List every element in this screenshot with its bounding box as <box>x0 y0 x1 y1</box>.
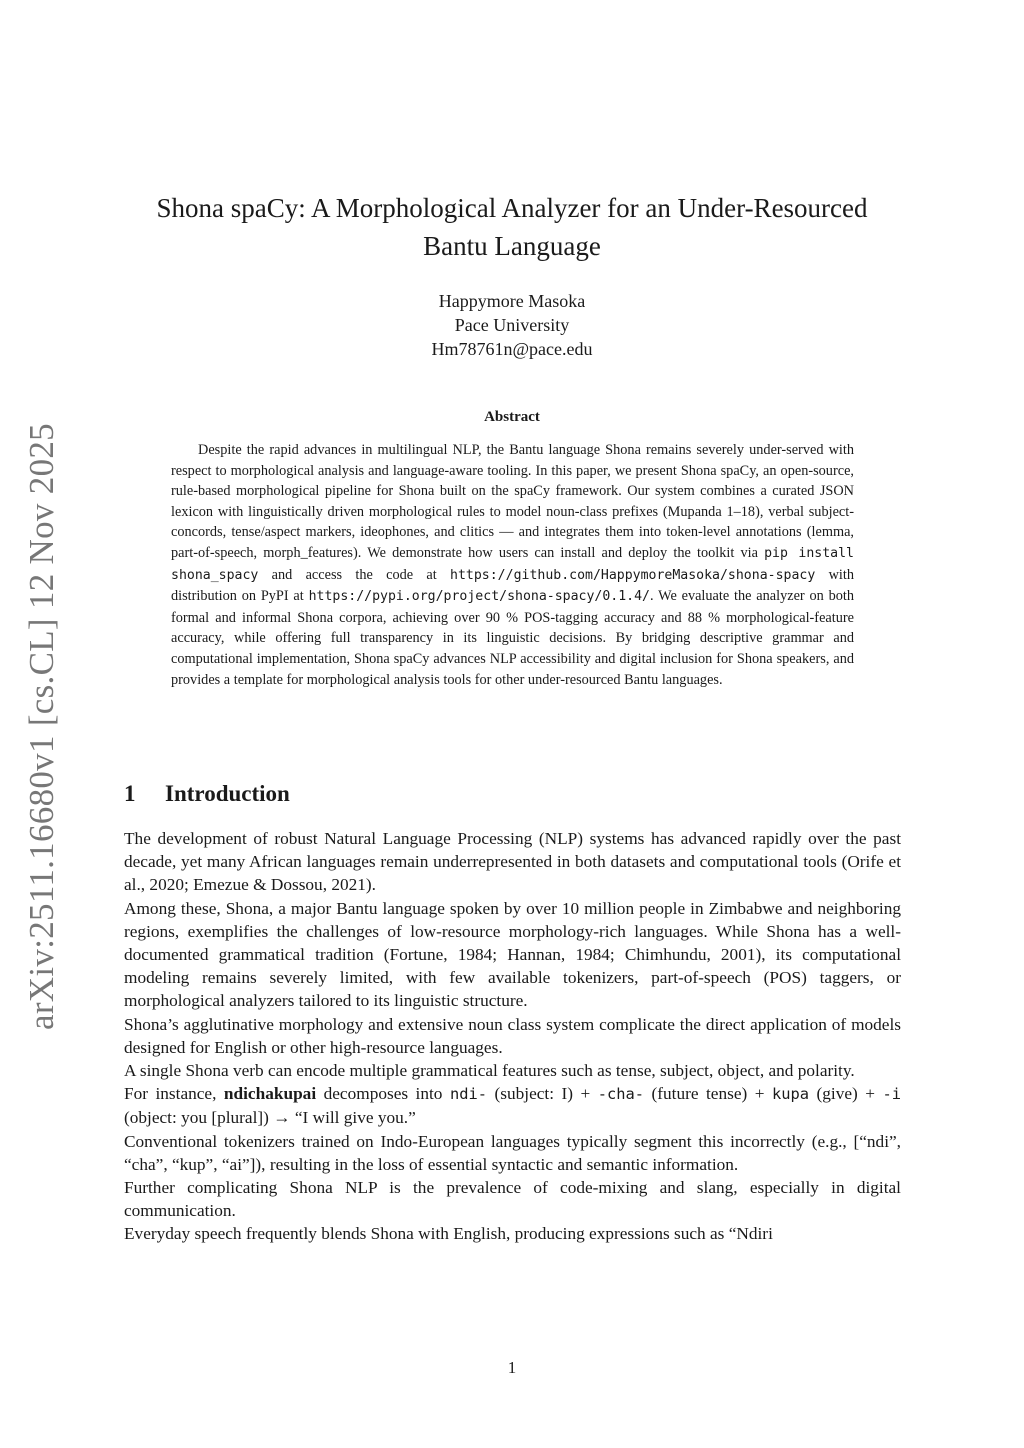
intro-paragraph-1: The development of robust Natural Language Processing (NLP) systems has advanced rapidly over the past decade, yet many African languages remain underrepresented in both datasets and computational tools (Orife et al., 2020; Emezue & Dossou, 2021). <box>124 829 901 895</box>
abstract-text-1: Despite the rapid advances in multilingual NLP, the Bantu language Shona remains severely under-served with respect to morphological analysis and language-aware tooling. In this paper, we present Shona spaCy, an open-source, rule-based morphological pipeline for Shona built on the spaCy framework. Our system combines a curated JSON lexicon with linguistically driven morphological rules to model noun-class prefixes (Mupanda 1–18), verbal subject-concords, tense/aspect markers, ideophones, and clitics — and integrates them into token-level annotations (lemma, part-of-speech, morph_features). We demonstrate how users can install and deploy the toolkit via <box>171 442 854 561</box>
morpheme-kupa: kupa <box>771 1085 810 1104</box>
title-line-1: Shona spaCy: A Morphological Analyzer for an Under-Resourced <box>156 193 868 223</box>
p5-text-1: For instance, <box>124 1084 217 1104</box>
p5-text-3: (subject: I) + <box>494 1084 591 1104</box>
arxiv-side-stamp: arXiv:2511.16680v1 [cs.CL] 12 Nov 2025 <box>22 423 61 1030</box>
abstract-paragraph <box>171 440 854 690</box>
introduction-body <box>124 827 901 1246</box>
intro-paragraph-4: A single Shona verb can encode multiple grammatical features such as tense, subject, object, and polarity. <box>124 1061 855 1081</box>
example-word: ndichakupai <box>223 1084 317 1104</box>
paper-title <box>110 189 914 265</box>
pypi-url[interactable]: https://pypi.org/project/shona-spacy/0.1.4/ <box>308 589 650 605</box>
abstract-text-4: . We evaluate the analyzer on both formal and informal Shona corpora, achieving over 90 % POS-tagging accuracy and 88 % morphological-feature accuracy, while offering full transparency in its linguistic decisions. By bridging descriptive grammar and computational implementation, Shona spaCy advances NLP accessibility and digital inclusion for Shona speakers, and provides a template for morphological analysis tools for other under-resourced Bantu languages. <box>171 588 855 688</box>
page-number: 1 <box>507 1358 517 1377</box>
section-number: 1 <box>124 781 136 806</box>
p5-text-4: (future tense) + <box>651 1084 765 1104</box>
install-command: pip install shona_spacy <box>171 545 854 583</box>
author-affiliation: Pace University <box>454 315 570 335</box>
abstract-body <box>171 440 854 690</box>
abstract-heading: Abstract <box>484 409 540 425</box>
intro-paragraph-3: Shona’s agglutinative morphology and extensive noun class system complicate the direct application of models designed for English or other high-resource languages. <box>124 1014 901 1057</box>
title-line-2: Bantu Language <box>423 231 601 261</box>
author-email: Hm78761n@pace.edu <box>431 339 593 359</box>
section-heading-introduction <box>124 781 290 807</box>
section-title: Introduction <box>165 781 290 806</box>
author-block <box>262 289 762 361</box>
abstract-text-2: and access the code at <box>271 566 437 583</box>
p5-text-2: decomposes into <box>323 1084 443 1104</box>
p5-text-6: (object: you [plural]) → “I will give you.” <box>124 1108 416 1128</box>
intro-paragraph-8: Everyday speech frequently blends Shona with English, producing expressions such as “Ndiri <box>124 1224 773 1244</box>
intro-paragraph-2: Among these, Shona, a major Bantu language spoken by over 10 million people in Zimbabwe and neighboring regions, exemplifies the challenges of low-resource morphology-rich languages. While Shona has a well-documented grammatical tradition (Fortune, 1984; Hannan, 1984; Chimhundu, 2001), its computational modeling remains severely limited, with few available tokenizers, part-of-speech (POS) taggers, or morphological analyzers tailored to its linguistic structure. <box>124 898 901 1011</box>
morpheme-ndi: ndi- <box>449 1085 488 1104</box>
intro-paragraph-5 <box>124 1082 901 1129</box>
morpheme-i: -i <box>882 1085 902 1104</box>
morpheme-cha: -cha- <box>597 1085 645 1104</box>
intro-paragraph-6: Conventional tokenizers trained on Indo-European languages typically segment this incorrectly (e.g., [“ndi”, “cha”, “kup”, “ai”]), resulting in the loss of essential syntactic and semantic information. <box>124 1131 901 1174</box>
github-url[interactable]: https://github.com/HappymoreMasoka/shona-spacy <box>450 567 816 583</box>
author-name: Happymore Masoka <box>438 291 586 311</box>
intro-paragraph-7: Further complicating Shona NLP is the prevalence of code-mixing and slang, especially in digital communication. <box>124 1178 901 1221</box>
abstract-text-3: with distribution on PyPI at <box>171 566 854 605</box>
p5-text-5: (give) + <box>816 1084 876 1104</box>
